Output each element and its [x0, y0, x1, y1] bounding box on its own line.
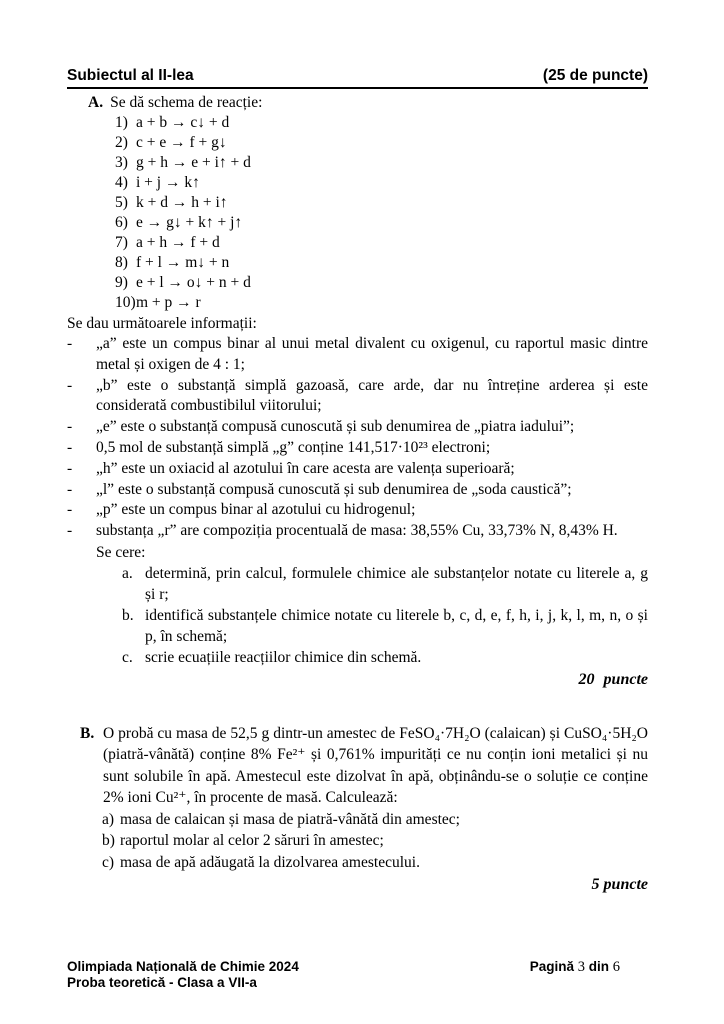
requirement-text: determină, prin calcul, formulele chimice ale substanțelor notate cu literele a, g și r;: [145, 564, 648, 603]
requirement-item: [122, 605, 648, 647]
bullet-dash: -: [67, 376, 73, 394]
reaction-equation: a + b → c↓ + d: [136, 114, 230, 131]
reaction-row: [115, 193, 648, 213]
info-item: [67, 459, 648, 480]
requirement-item: [122, 563, 648, 605]
bullet-dash: -: [67, 438, 73, 456]
info-item-text: „h” este un oxiacid al azotului în care acesta are valența superioară;: [96, 459, 515, 477]
reaction-row: [115, 253, 648, 273]
section-a-points: 20 puncte: [578, 670, 648, 688]
reaction-row: [115, 213, 648, 233]
section-b-label: B.: [80, 724, 95, 742]
requirements-intro: Se cere:: [96, 543, 146, 561]
footer-page-indicator: [530, 959, 620, 975]
subject-title: Subiectul al II-lea: [67, 67, 194, 84]
bullet-dash: -: [67, 459, 73, 477]
task-text: raportul molar al celor 2 săruri în amestec;: [120, 832, 384, 850]
task-label: a): [102, 810, 115, 828]
subject-header: [67, 66, 648, 89]
info-item-text: „p” este un compus binar al azotului cu hidrogenul;: [96, 501, 416, 519]
section-a-label: A.: [88, 94, 104, 111]
info-item: [67, 521, 648, 542]
requirement-text: identifică substanțele chimice notate cu literele b, c, d, e, f, h, i, j, k, l, m, n, o și p, în schemă;: [145, 606, 648, 645]
info-item: [67, 480, 648, 501]
reaction-row: [115, 173, 648, 193]
reaction-equation: c + e → f + g↓: [136, 134, 227, 151]
section-b-points: 5 puncte: [591, 876, 648, 894]
reaction-number: 5): [115, 194, 128, 211]
subject-points: (25 de puncte): [542, 67, 648, 84]
footer-exam-info: Proba teoretică - Clasa a VII-a: [67, 975, 257, 990]
info-item-text: „e” este o substanță compusă cunoscută și sub denumirea de „piatra iadului”;: [96, 418, 575, 436]
footer-left: [67, 959, 299, 991]
page-content: [67, 66, 648, 895]
section-b: [67, 723, 648, 809]
reaction-equation: a + h → f + d: [136, 234, 220, 251]
reaction-row: [115, 113, 648, 133]
reaction-number: 2): [115, 134, 128, 151]
reaction-equation: m + p → r: [136, 294, 201, 311]
reaction-number: 8): [115, 254, 128, 271]
reaction-equation: e + l → o↓ + n + d: [136, 274, 251, 291]
reaction-number: 6): [115, 214, 128, 231]
reaction-equation: f + l → m↓ + n: [136, 254, 230, 271]
task-label: c): [102, 853, 115, 871]
requirement-label: c.: [122, 648, 133, 666]
footer-page-total: 6: [612, 959, 620, 975]
task-item: [102, 809, 648, 831]
info-item-text: 0,5 mol de substanță simplă „g” conține 141,517·10²³ electroni;: [96, 438, 491, 456]
info-item-text: „a” este un compus binar al unui metal divalent cu oxigenul, cu raportul masic dintre metal și oxigen de 4 : 1;: [96, 335, 648, 373]
info-item: [67, 334, 648, 376]
reaction-equation: g + h → e + i↑ + d: [136, 154, 251, 171]
page-footer: [67, 959, 620, 991]
reaction-number: 9): [115, 274, 128, 291]
task-text: masa de calaican și masa de piatră-vânătă din amestec;: [120, 810, 460, 828]
section-a-intro: Se dă schema de reacție:: [110, 94, 263, 111]
reaction-number: 7): [115, 234, 128, 251]
reaction-number: 3): [115, 154, 128, 171]
footer-page-number: 3: [577, 959, 585, 975]
reaction-number: 1): [115, 114, 128, 131]
reaction-number: 10): [115, 294, 136, 311]
info-item: [67, 438, 648, 459]
reaction-equation: k + d → h + i↑: [136, 194, 228, 211]
info-item: [67, 376, 648, 418]
info-item: [67, 500, 648, 521]
bullet-dash: -: [67, 522, 73, 540]
requirement-label: a.: [122, 564, 133, 582]
footer-olympiad-title: Olimpiada Națională de Chimie 2024: [67, 959, 299, 974]
info-intro: Se dau următoarele informații:: [67, 315, 257, 332]
task-item: [102, 830, 648, 852]
footer-page-label: Pagină: [529, 959, 574, 974]
reaction-equation: e → g↓ + k↑ + j↑: [136, 214, 243, 231]
reaction-row: [115, 273, 648, 293]
bullet-dash: -: [67, 418, 73, 436]
task-text: masa de apă adăugată la dizolvarea amestecului.: [120, 853, 420, 871]
info-item-text: substanța „r” are compoziția procentuală de masa: 38,55% Cu, 33,73% N, 8,43% H.: [96, 522, 618, 540]
task-item: [102, 852, 648, 874]
reaction-list: [115, 113, 648, 313]
requirement-text: scrie ecuațiile reacțiilor chimice din schemă.: [145, 648, 422, 666]
section-a-heading: [88, 93, 648, 113]
bullet-dash: -: [67, 480, 73, 498]
reaction-equation: i + j → k↑: [136, 174, 200, 191]
info-item-text: „b” este o substanță simplă gazoasă, care arde, dar nu întreține arderea și este considerată combustibilul viitorului;: [96, 376, 648, 415]
bullet-dash: -: [67, 335, 73, 352]
requirement-label: b.: [122, 606, 134, 624]
reaction-row: [115, 293, 648, 313]
section-b-text: O probă cu masa de 52,5 g dintr-un amestec de FeSO₄·7H₂O (calaican) și CuSO₄·5H₂O (piatră-vânătă) conține 8% Fe²⁺ și 0,761% impurități ce nu conțin ioni metalici și nu sunt solubile în apă. Amestecul este dizolvat în apă, obținându-se o soluție ce conține 2% ioni Cu²⁺, în procente de masă. Calculează:: [103, 724, 648, 807]
info-item: [67, 417, 648, 438]
reaction-row: [115, 133, 648, 153]
reaction-row: [115, 153, 648, 173]
footer-of-label: din: [588, 959, 609, 974]
task-label: b): [102, 832, 115, 850]
requirement-item: [122, 647, 648, 668]
bullet-dash: -: [67, 501, 73, 519]
reaction-row: [115, 233, 648, 253]
reaction-number: 4): [115, 174, 128, 191]
info-item-text: „l” este o substanță compusă cunoscută și sub denumirea de „soda caustică”;: [96, 480, 572, 498]
